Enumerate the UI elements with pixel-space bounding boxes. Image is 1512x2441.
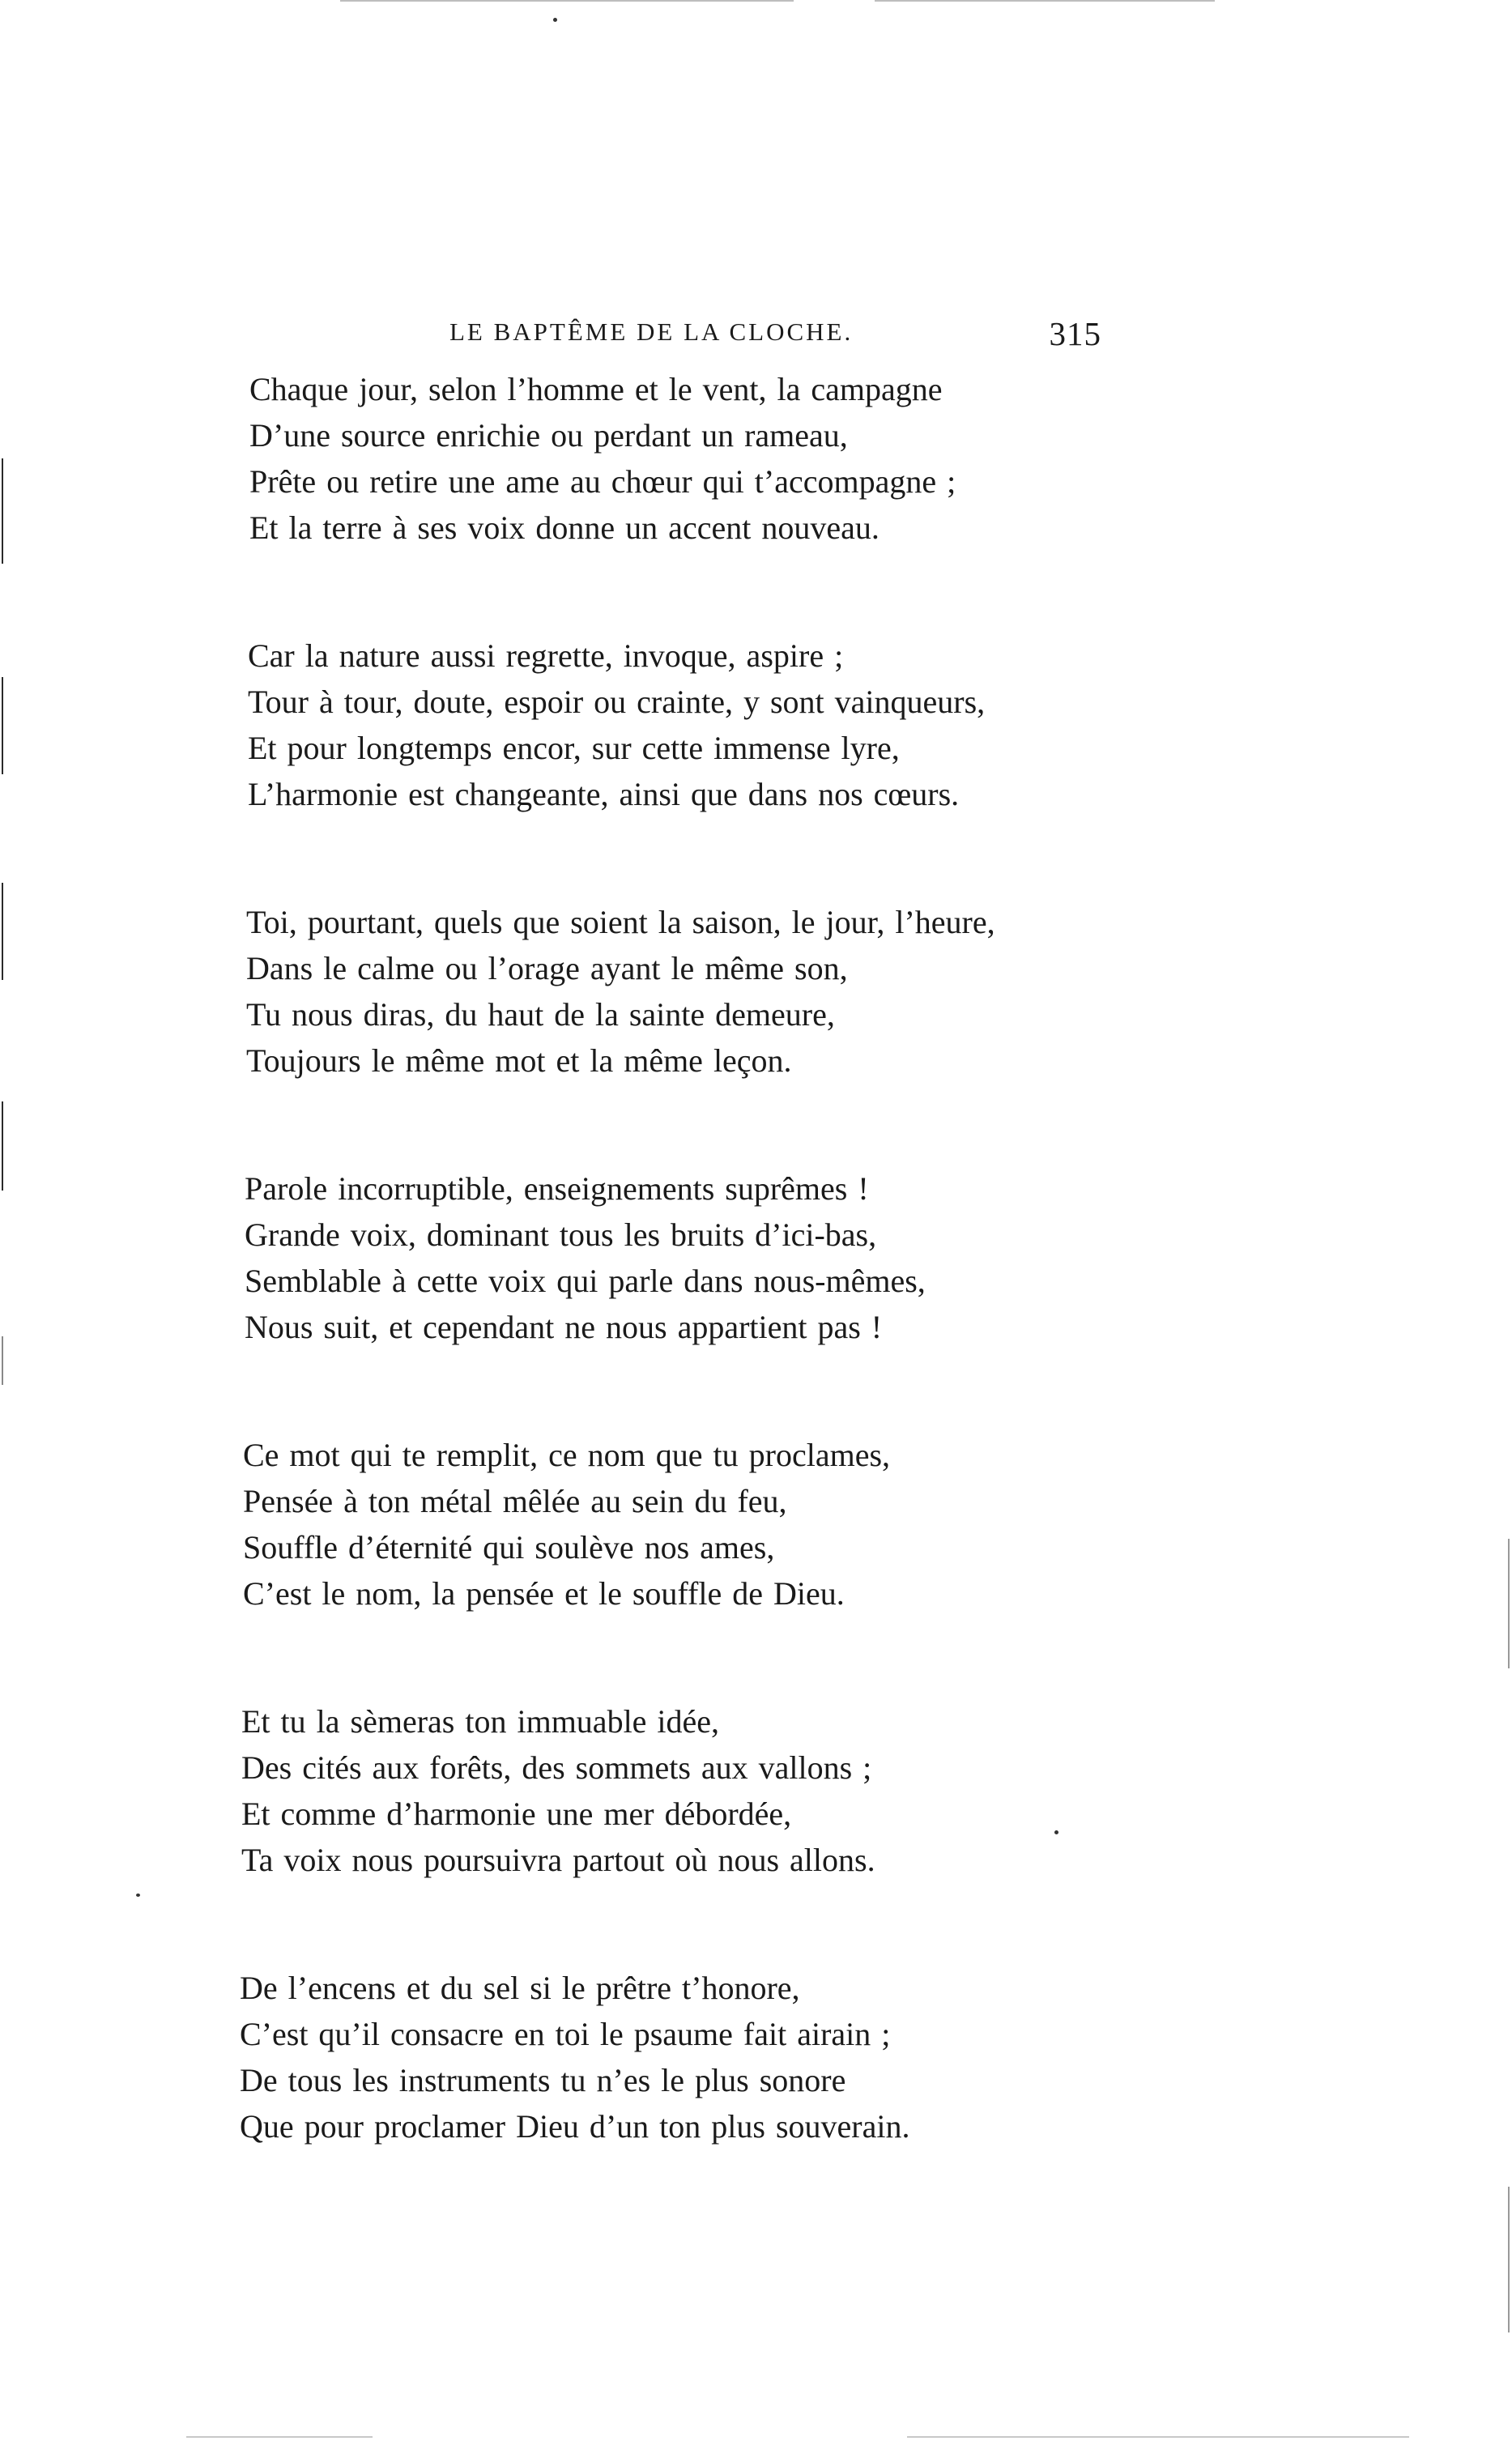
scan-gutter-mark	[2, 1336, 3, 1385]
scan-right-edge-mark	[1508, 2187, 1510, 2332]
scan-gutter-mark	[2, 458, 3, 564]
scan-speck	[136, 1894, 140, 1897]
page-number: 315	[1049, 315, 1101, 352]
stanza	[249, 366, 1093, 551]
verse-line: Car la nature aussi regrette, invoque, aspire ;	[248, 637, 844, 674]
verse-line: C’est qu’il consacre en toi le psaume fait airain ;	[240, 2016, 891, 2052]
stanza	[243, 1432, 1093, 1617]
scan-right-edge-mark	[1508, 1539, 1510, 1668]
verse-line: Toujours le même mot et la même leçon.	[246, 1042, 792, 1079]
stanza	[246, 899, 1093, 1084]
verse-line: Et la terre à ses voix donne un accent nouveau.	[249, 509, 880, 546]
verse-line: De tous les instruments tu n’es le plus sonore	[240, 2062, 846, 2098]
scan-bottom-edge	[186, 2436, 373, 2438]
verse-line: Tour à tour, doute, espoir ou crainte, y sont vainqueurs,	[248, 684, 986, 720]
stanza	[245, 1165, 1093, 1350]
verse-line: Toi, pourtant, quels que soient la saison, le jour, l’heure,	[246, 904, 995, 940]
verse-line: Tu nous diras, du haut de la sainte demeure,	[246, 996, 835, 1033]
verse-line: Ce mot qui te remplit, ce nom que tu proclames,	[243, 1437, 891, 1473]
scan-bottom-edge	[907, 2436, 1409, 2438]
stanza	[248, 633, 1093, 817]
poem-body	[235, 366, 1093, 2231]
scan-gutter-mark	[2, 677, 3, 774]
verse-line: Grande voix, dominant tous les bruits d’ici-bas,	[245, 1216, 877, 1253]
verse-line: Chaque jour, selon l’homme et le vent, la campagne	[249, 371, 943, 407]
verse-line: De l’encens et du sel si le prêtre t’honore,	[240, 1970, 800, 2006]
running-title: LE BAPTÊME DE LA CLOCHE.	[449, 317, 854, 346]
verse-line: L’harmonie est changeante, ainsi que dans nos cœurs.	[248, 776, 960, 812]
scan-gutter-mark	[2, 1101, 3, 1191]
verse-line: D’une source enrichie ou perdant un rameau,	[249, 417, 848, 454]
stanza	[241, 1698, 1093, 1883]
running-head	[243, 317, 1101, 358]
verse-line: Et pour longtemps encor, sur cette immense lyre,	[248, 730, 900, 766]
verse-line: C’est le nom, la pensée et le souffle de Dieu.	[243, 1575, 845, 1612]
verse-line: Et comme d’harmonie une mer débordée,	[241, 1796, 792, 1832]
scan-top-edge	[340, 0, 794, 2]
verse-line: Des cités aux forêts, des sommets aux vallons ;	[241, 1749, 872, 1786]
verse-line: Dans le calme ou l’orage ayant le même son,	[246, 950, 848, 986]
verse-line: Ta voix nous poursuivra partout où nous allons.	[241, 1842, 875, 1878]
stanza	[240, 1965, 1093, 2149]
scan-top-edge	[875, 0, 1215, 2]
verse-line: Souffle d’éternité qui soulève nos ames,	[243, 1529, 775, 1566]
verse-line: Prête ou retire une ame au chœur qui t’accompagne ;	[249, 463, 956, 500]
verse-line: Parole incorruptible, enseignements suprêmes !	[245, 1170, 869, 1207]
scan-gutter-mark	[2, 883, 3, 980]
verse-line: Semblable à cette voix qui parle dans nous-mêmes,	[245, 1263, 926, 1299]
scan-speck	[553, 18, 557, 22]
verse-line: Pensée à ton métal mêlée au sein du feu,	[243, 1483, 787, 1519]
verse-line: Que pour proclamer Dieu d’un ton plus souverain.	[240, 2108, 910, 2145]
verse-line: Nous suit, et cependant ne nous appartient pas !	[245, 1309, 883, 1345]
verse-line: Et tu la sèmeras ton immuable idée,	[241, 1703, 720, 1740]
